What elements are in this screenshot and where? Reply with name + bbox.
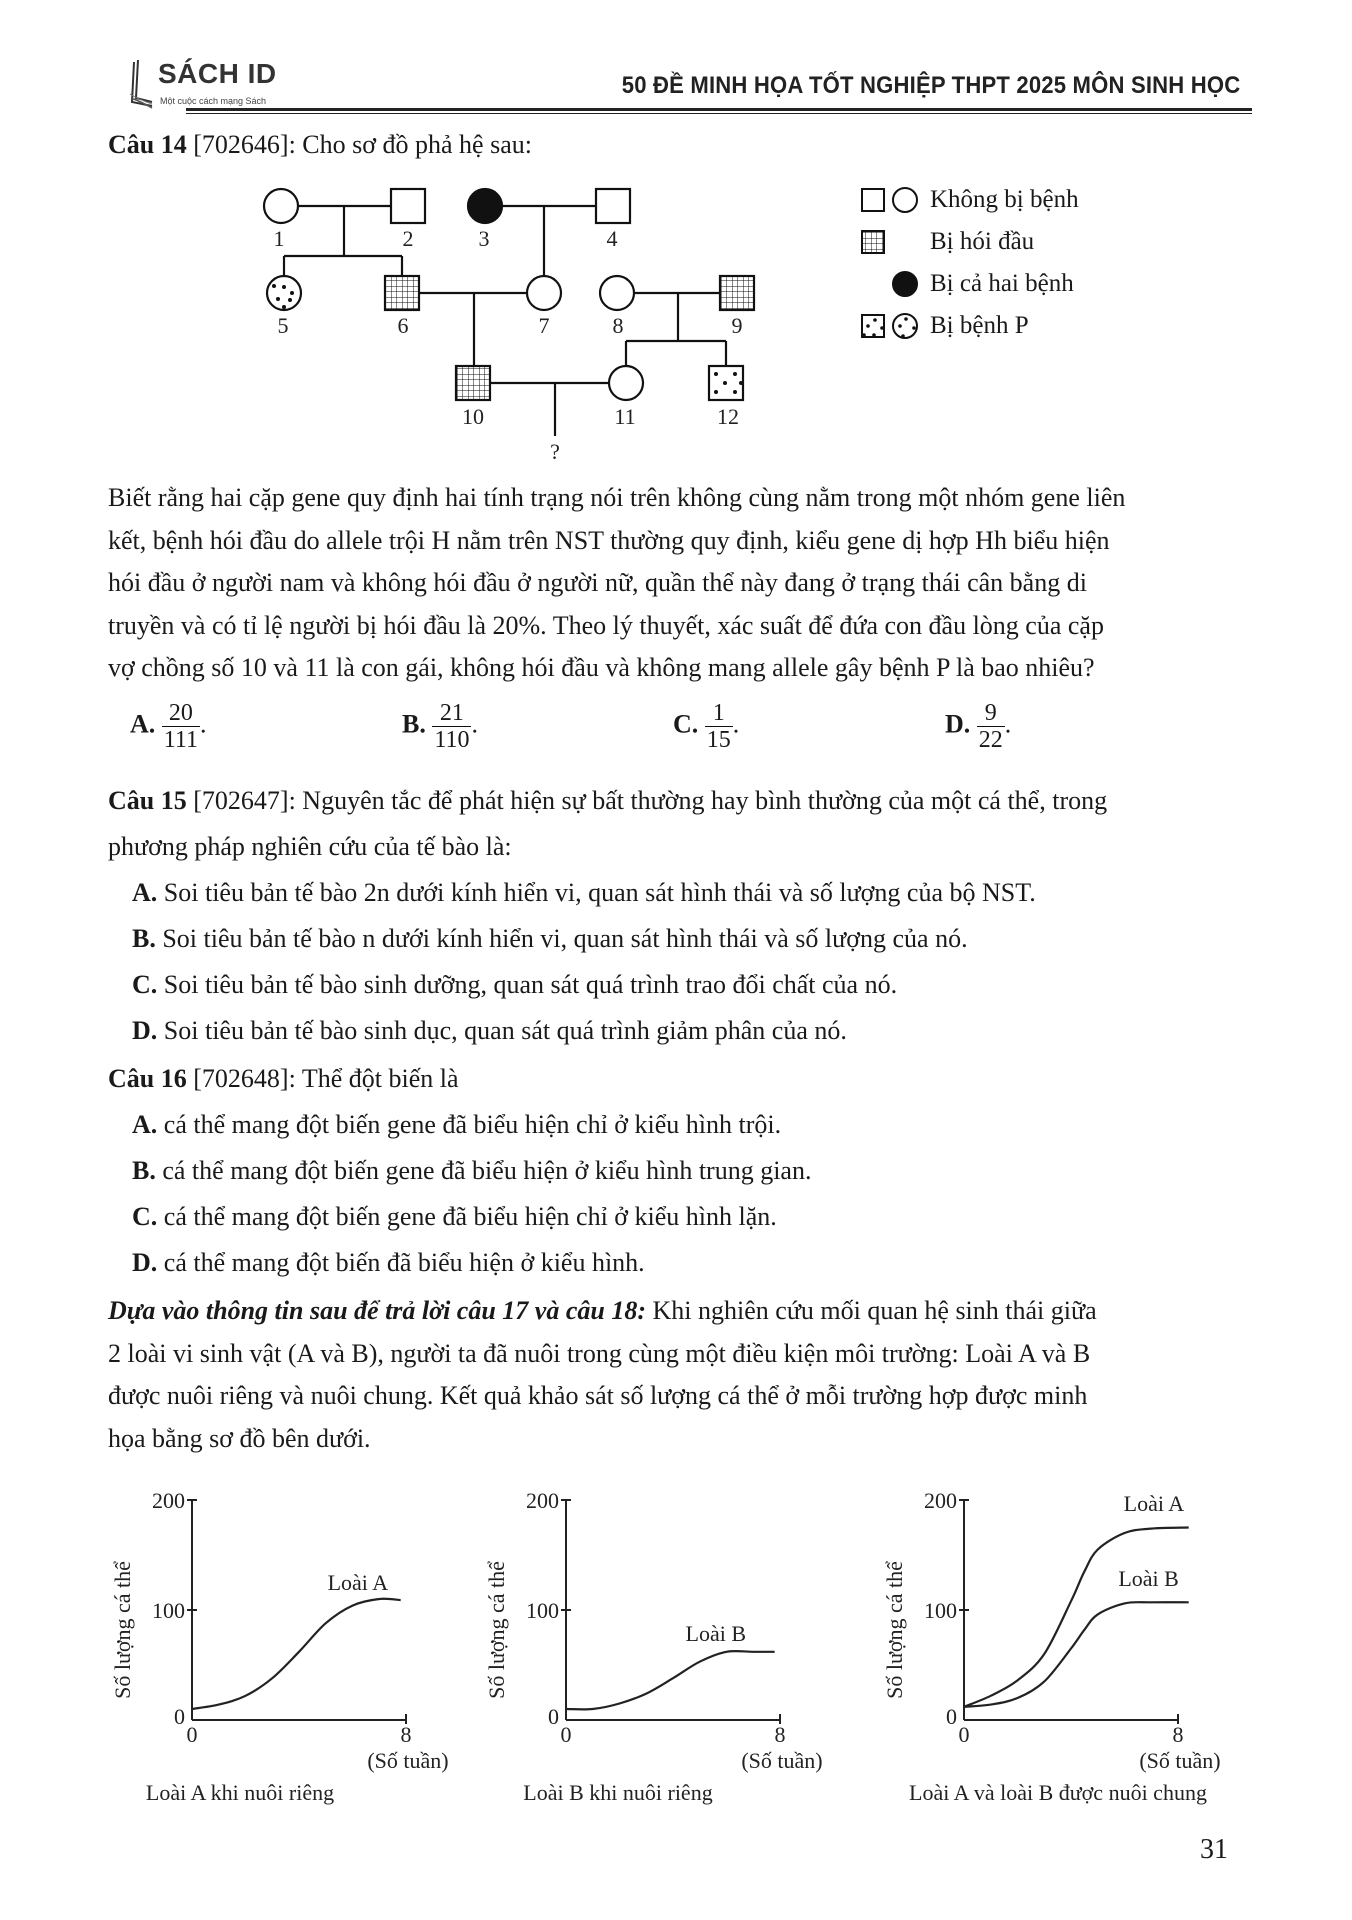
y-tick-label: 0 xyxy=(174,1704,185,1729)
y-tick-label: 200 xyxy=(152,1488,185,1513)
q14-label: Câu 14 xyxy=(108,130,187,159)
chart-species-a-b-together xyxy=(878,1480,1258,1810)
label-12: 12 xyxy=(717,404,739,429)
individual-7-female-unaffected xyxy=(527,276,561,310)
fraction xyxy=(432,700,471,753)
denominator: 15 xyxy=(706,727,731,753)
label-8: 8 xyxy=(612,313,624,338)
legend-label: Bị cả hai bệnh xyxy=(930,270,1074,297)
series-label: Loài B xyxy=(1118,1565,1179,1591)
q14-answer-c[interactable]: C. $\frac{1}{15}$ . xyxy=(673,700,740,753)
chart-species-a-alone xyxy=(100,1480,460,1810)
individual-2-male-unaffected xyxy=(391,189,425,223)
q16-option-b[interactable] xyxy=(132,1150,811,1192)
logo-subtitle: Một cuộc cách mạng Sách xyxy=(160,96,267,106)
q14-body-line: Biết rằng hai cặp gene quy định hai tính trạng nói trên không cùng nằm trong một nhóm gene liên xyxy=(108,483,1126,512)
q17-18-intro xyxy=(108,1290,1252,1460)
logo-title: SÁCH ID xyxy=(158,58,277,89)
q15-option-b[interactable] xyxy=(132,918,968,960)
legend-bald xyxy=(860,224,1034,260)
y-tick-label: 200 xyxy=(526,1488,559,1513)
q16-option-a[interactable] xyxy=(132,1104,781,1146)
y-axis-label: Số lượng cá thể xyxy=(882,1561,907,1699)
option-key: D. xyxy=(132,1248,158,1277)
q16-option-d[interactable] xyxy=(132,1242,645,1284)
series-label: Loài B xyxy=(685,1620,747,1646)
header-divider xyxy=(186,108,1252,111)
q14-body xyxy=(108,477,1252,690)
book-title: 50 ĐỀ MINH HỌA TỐT NGHIỆP THPT 2025 MÔN SINH HỌC xyxy=(621,72,1240,99)
option-key: B. xyxy=(132,1156,156,1185)
q16-label: Câu 16 xyxy=(108,1064,187,1093)
legend-label: Không bị bệnh xyxy=(930,186,1079,213)
pedigree-diagram xyxy=(248,176,808,466)
option-text: cá thể mang đột biến gene đã biểu hiện chỉ ở kiểu hình trội. xyxy=(157,1110,782,1139)
x-axis-label: (Số tuần) xyxy=(1139,1748,1221,1773)
individual-11-female-unaffected xyxy=(609,366,643,400)
q15-option-a[interactable] xyxy=(132,872,1036,914)
unaffected-symbols-icon xyxy=(860,185,922,215)
q16-heading xyxy=(108,1058,459,1100)
answer-key: A. xyxy=(130,709,156,739)
q14-answer-b[interactable]: B. $\frac{21}{110}$ . xyxy=(402,700,478,753)
denominator: 111 xyxy=(163,727,198,753)
q15-heading xyxy=(108,780,1107,822)
y-tick-label: 100 xyxy=(924,1598,957,1623)
label-1: 1 xyxy=(273,226,285,251)
individual-6-male-bald xyxy=(385,276,419,310)
option-key: B. xyxy=(132,924,156,953)
y-axis-label: Số lượng cá thể xyxy=(484,1561,509,1699)
q14-body-line: kết, bệnh hói đầu do allele trội H nằm trên NST thường quy định, kiểu gene dị hợp Hh biểu hiện xyxy=(108,525,1110,555)
x-axis-label: (Số tuần) xyxy=(741,1748,823,1773)
q14-id: [702646] xyxy=(193,130,289,159)
chart-caption: Loài A và loài B được nuôi chung xyxy=(909,1780,1207,1805)
individual-9-male-bald xyxy=(720,276,754,310)
intro-line: họa bằng sơ đồ bên dưới. xyxy=(108,1423,371,1453)
legend-unaffected xyxy=(860,182,1079,218)
page-number: 31 xyxy=(1200,1834,1228,1865)
q14-body-line: truyền và có tỉ lệ người bị hói đầu là 20%. Theo lý thuyết, xác suất để đứa con đầu lòng của cặp xyxy=(108,610,1104,640)
x-tick-label: 8 xyxy=(400,1722,412,1747)
answer-key: D. xyxy=(945,709,971,739)
option-text: cá thể mang đột biến gene đã biểu hiện ở kiểu hình trung gian. xyxy=(155,1156,812,1185)
label-6: 6 xyxy=(397,313,409,338)
option-key: C. xyxy=(132,970,158,999)
label-unknown-child: ? xyxy=(550,439,560,464)
fraction xyxy=(977,700,1005,753)
q14-body-line: hói đầu ở người nam và không hói đầu ở người nữ, quần thể này đang ở trạng thái cân bằng di xyxy=(108,568,1087,597)
option-text: cá thể mang đột biến gene đã biểu hiện chỉ ở kiểu hình lặn. xyxy=(157,1202,777,1231)
option-key: A. xyxy=(132,1110,158,1139)
y-tick-label: 0 xyxy=(548,1704,559,1729)
q14-answer-d[interactable]: D. $\frac{9}{22}$ . xyxy=(945,700,1012,753)
option-text: cá thể mang đột biến đã biểu hiện ở kiểu hình. xyxy=(157,1248,645,1277)
y-tick-label: 200 xyxy=(924,1488,957,1513)
intro-line: được nuôi riêng và nuôi chung. Kết quả khảo sát số lượng cá thể ở mỗi trường hợp được minh xyxy=(108,1381,1088,1410)
option-text: Soi tiêu bản tế bào n dưới kính hiển vi, quan sát hình thái và số lượng của nó. xyxy=(155,924,968,953)
label-2: 2 xyxy=(402,226,414,251)
q15-option-d[interactable] xyxy=(132,1010,847,1052)
option-key: C. xyxy=(132,1202,158,1231)
answer-key: B. xyxy=(402,709,426,739)
intro-line: Khi nghiên cứu mối quan hệ sinh thái giữa xyxy=(646,1296,1097,1325)
label-11: 11 xyxy=(614,404,636,429)
individual-3-female-both xyxy=(468,189,502,223)
q16-id: [702648] xyxy=(193,1064,289,1093)
option-text: Soi tiêu bản tế bào sinh dục, quan sát quá trình giảm phân của nó. xyxy=(157,1016,847,1045)
numerator: 20 xyxy=(162,700,200,727)
legend-label: Bị hói đầu xyxy=(930,228,1035,255)
q15-label: Câu 15 xyxy=(108,786,187,815)
q15-prompt-cont: phương pháp nghiên cứu của tế bào là: xyxy=(108,832,512,861)
q15-option-c[interactable] xyxy=(132,964,897,1006)
x-tick-label: 8 xyxy=(1172,1722,1184,1747)
q15-prompt: : Nguyên tắc để phát hiện sự bất thường hay bình thường của một cá thể, trong xyxy=(288,786,1108,815)
label-7: 7 xyxy=(538,313,550,338)
x-tick-label: 8 xyxy=(774,1722,786,1747)
individual-10-male-bald xyxy=(456,366,490,400)
q14-heading xyxy=(108,124,532,166)
series-label: Loài A xyxy=(327,1570,389,1596)
bald-symbol-icon xyxy=(860,227,922,257)
q15-id: [702647] xyxy=(193,786,289,815)
x-tick-label: 0 xyxy=(186,1722,198,1747)
x-tick-label: 0 xyxy=(560,1722,572,1747)
series-line-loài-b xyxy=(964,1602,1189,1707)
label-5: 5 xyxy=(277,313,289,338)
numerator: 21 xyxy=(432,700,471,727)
denominator: 110 xyxy=(434,727,470,753)
fraction xyxy=(705,700,733,753)
option-key: D. xyxy=(132,1016,158,1045)
chart-caption: Loài A khi nuôi riêng xyxy=(145,1780,335,1805)
option-text: Soi tiêu bản tế bào 2n dưới kính hiển vi, quan sát hình thái và số lượng của bộ NST. xyxy=(157,878,1036,907)
q16-option-c[interactable] xyxy=(132,1196,777,1238)
chart-caption: Loài B khi nuôi riêng xyxy=(523,1780,713,1805)
book-logo-icon xyxy=(128,58,154,110)
series-line-loài-a xyxy=(964,1528,1189,1707)
individual-5-female-disease-p xyxy=(267,276,301,310)
individual-4-male-unaffected xyxy=(596,189,630,223)
y-tick-label: 0 xyxy=(946,1704,957,1729)
individual-8-female-unaffected xyxy=(600,276,634,310)
legend-both xyxy=(860,266,1074,302)
x-axis-label: (Số tuần) xyxy=(367,1748,449,1773)
chart-species-b-alone xyxy=(478,1480,838,1810)
individual-12-male-disease-p xyxy=(709,366,743,400)
label-3: 3 xyxy=(478,226,490,251)
option-text: Soi tiêu bản tế bào sinh dưỡng, quan sát quá trình trao đổi chất của nó. xyxy=(157,970,898,999)
q14-prompt: : Cho sơ đồ phả hệ sau: xyxy=(288,130,532,159)
both-diseases-symbol-icon xyxy=(860,269,922,299)
disease-p-symbols-icon xyxy=(860,311,922,341)
y-tick-label: 100 xyxy=(152,1598,185,1623)
x-tick-label: 0 xyxy=(958,1722,970,1747)
series-line-loài-a xyxy=(192,1599,401,1709)
q14-answer-a[interactable]: A. $\frac{20}{111}$ . xyxy=(130,700,207,753)
intro-line: 2 loài vi sinh vật (A và B), người ta đã nuôi trong cùng một điều kiện môi trường: Loài A và B xyxy=(108,1338,1091,1368)
numerator: 1 xyxy=(705,700,733,727)
label-4: 4 xyxy=(606,226,618,251)
option-key: A. xyxy=(132,878,158,907)
denominator: 22 xyxy=(978,727,1003,753)
fraction xyxy=(162,700,200,753)
header-divider-thin xyxy=(186,113,1252,114)
legend-disease-p xyxy=(860,308,1029,344)
series-label: Loài A xyxy=(1123,1491,1185,1516)
y-tick-label: 100 xyxy=(526,1598,559,1623)
series-line-loài-b xyxy=(566,1651,775,1709)
publisher-logo xyxy=(128,56,318,116)
individual-1-female-unaffected xyxy=(264,189,298,223)
label-9: 9 xyxy=(731,313,743,338)
q14-body-line: vợ chồng số 10 và 11 là con gái, không hói đầu và không mang allele gây bệnh P là bao nhiêu? xyxy=(108,653,1095,682)
numerator: 9 xyxy=(977,700,1005,727)
y-axis-label: Số lượng cá thể xyxy=(110,1561,135,1699)
q16-prompt: : Thể đột biến là xyxy=(288,1064,459,1093)
answer-key: C. xyxy=(673,709,699,739)
q17-18-instruction: Dựa vào thông tin sau để trả lời câu 17 và câu 18: xyxy=(108,1296,647,1325)
legend-label: Bị bệnh P xyxy=(930,312,1029,339)
label-10: 10 xyxy=(462,404,484,429)
